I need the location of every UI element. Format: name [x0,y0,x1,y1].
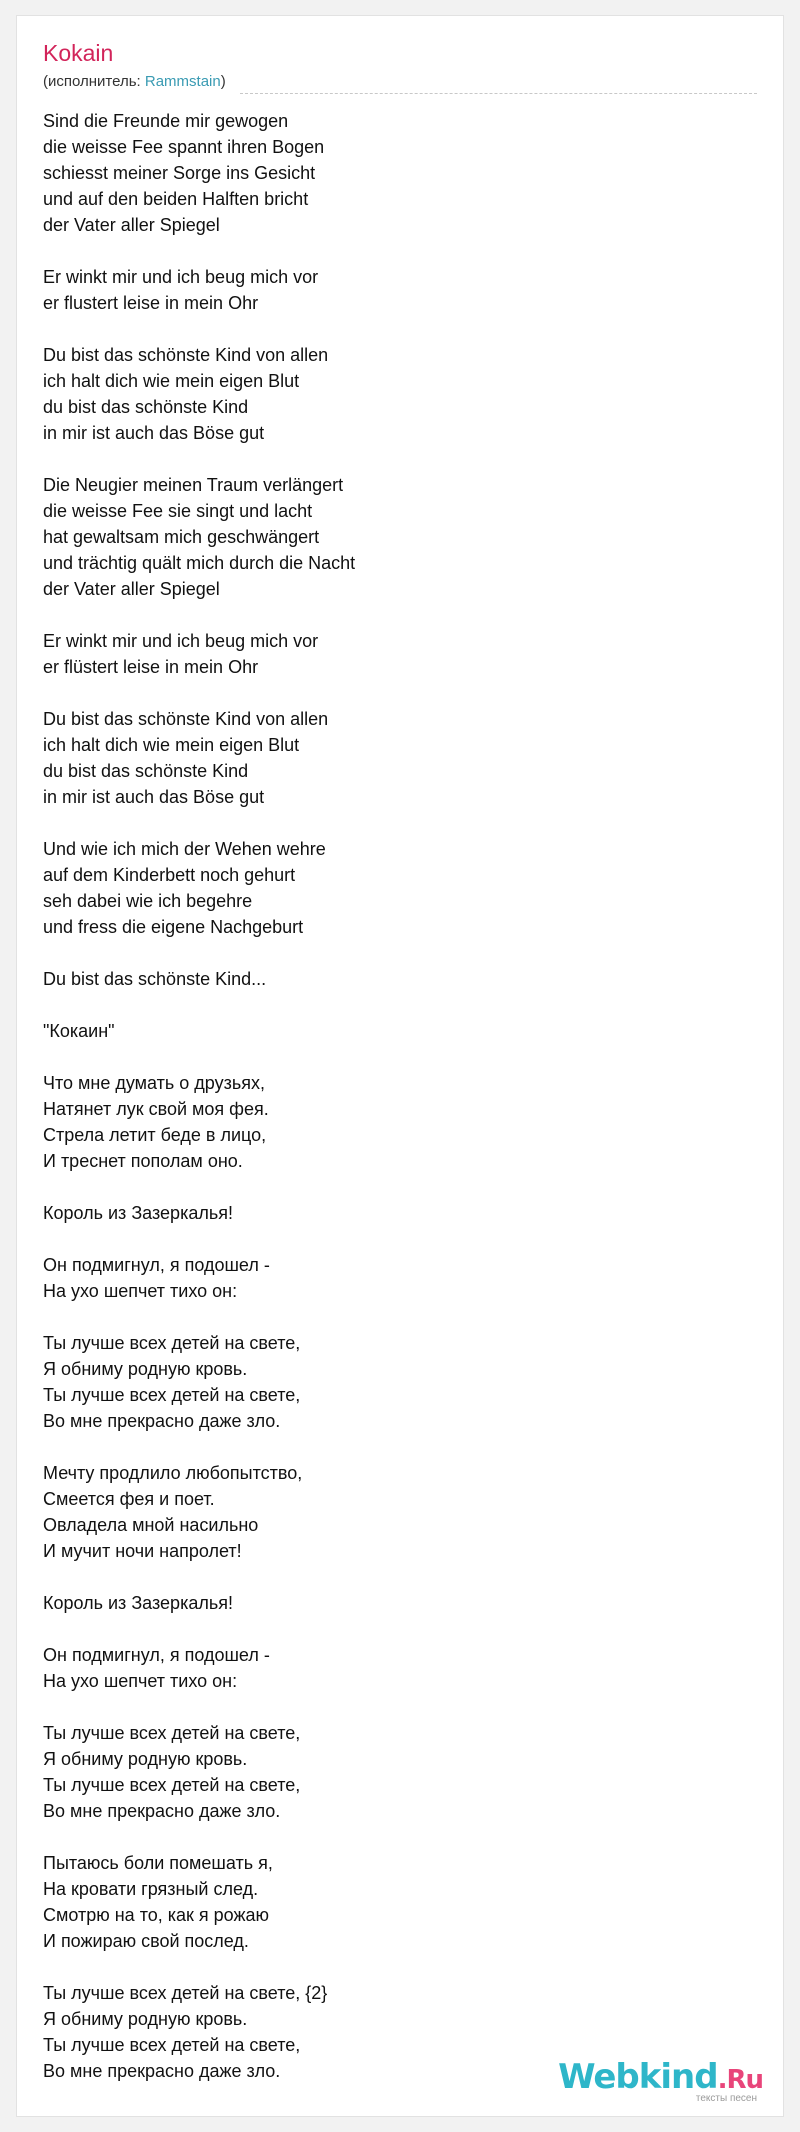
lyrics-line: Что мне думать о друзьях, [43,1073,265,1093]
song-title: Kokain [43,40,114,66]
lyrics-line: er flüstert leise in mein Ohr [43,657,259,677]
lyrics-line: И треснет пополам оно. [43,1151,243,1171]
lyrics-line: du bist das schönste Kind [43,761,249,781]
lyrics-line: Я обниму родную кровь. [43,2009,248,2029]
lyrics-line: Стрела летит беде в лицо, [43,1125,267,1145]
lyrics-line: На ухо шепчет тихо он: [43,1281,238,1301]
lyrics-line: Во мне прекрасно даже зло. [43,1411,281,1431]
lyrics-line: Я обниму родную кровь. [43,1749,248,1769]
lyrics-line: На ухо шепчет тихо он: [43,1671,238,1691]
lyrics-line: und auf den beiden Halften bricht [43,189,309,209]
lyrics-line: Смотрю на то, как я рожаю [43,1905,270,1925]
lyrics-stanza [43,472,355,602]
lyrics-line: Du bist das schönste Kind... [43,969,267,989]
lyrics-line: schiesst meiner Sorge ins Gesicht [43,163,316,183]
lyrics-line: "Кокаин" [43,1021,115,1041]
lyrics-line: in mir ist auch das Böse gut [43,787,265,807]
artist-suffix: ) [220,73,226,90]
lyrics-line: Натянет лук свой моя фея. [43,1099,269,1119]
lyrics-line: in mir ist auch das Böse gut [43,423,265,443]
lyrics-line: und fress die eigene Nachgeburt [43,917,304,937]
logo-suffix-text: .Ru [717,2065,763,2095]
lyrics-line: Во мне прекрасно даже зло. [43,1801,281,1821]
lyrics-line: Ты лучше всех детей на свете, [43,1723,301,1743]
lyrics-line: Ты лучше всех детей на свете, [43,1385,301,1405]
lyrics-line: Er winkt mir und ich beug mich vor [43,267,319,287]
lyrics-stanza [43,1252,355,1304]
lyrics-line: hat gewaltsam mich geschwängert [43,527,320,547]
lyrics-stanza [43,1200,355,1226]
lyrics-line: Пытаюсь боли помешать я, [43,1853,273,1873]
lyrics-line: der Vater aller Spiegel [43,579,220,599]
lyrics-line: На кровати грязный след. [43,1879,259,1899]
lyrics-line: Мечту продлило любопытство, [43,1463,303,1483]
lyrics-stanza [43,706,355,810]
lyrics-stanza [43,1460,355,1564]
lyrics-line: Во мне прекрасно даже зло. [43,2061,281,2081]
lyrics-line: Er winkt mir und ich beug mich vor [43,631,319,651]
lyrics-line: die weisse Fee sie singt und lacht [43,501,313,521]
artist-line [43,74,226,89]
lyrics-line: Король из Зазеркалья! [43,1593,233,1613]
lyrics-stanza [43,108,355,238]
lyrics-line: Овладела мной насильно [43,1515,259,1535]
lyrics-stanza [43,1018,355,1044]
lyrics-stanza [43,264,355,316]
lyrics-line: du bist das schönste Kind [43,397,249,417]
lyrics-stanza [43,342,355,446]
header-divider [240,93,757,94]
lyrics-stanza [43,1980,355,2084]
lyrics-line: ich halt dich wie mein eigen Blut [43,371,300,391]
lyrics-stanza [43,1070,355,1174]
lyrics-line: И пожираю свой послед. [43,1931,249,1951]
lyrics-line: und trächtig quält mich durch die Nacht [43,553,356,573]
lyrics-line: Ты лучше всех детей на свете, [43,1775,301,1795]
lyrics-stanza [43,628,355,680]
lyrics-line: Ты лучше всех детей на свете, {2} [43,1983,328,2003]
lyrics-line: Du bist das schönste Kind von allen [43,709,329,729]
lyrics-line: И мучит ночи напролет! [43,1541,242,1561]
lyrics-line: er flustert leise in mein Ohr [43,293,259,313]
lyrics-line: Он подмигнул, я подошел - [43,1645,270,1665]
artist-prefix: (исполнитель: [43,73,145,90]
lyrics-stanza [43,1590,355,1616]
logo-main-text: Webkind [558,2057,718,2097]
lyrics-card [16,15,784,2117]
lyrics-line: der Vater aller Spiegel [43,215,220,235]
lyrics-stanza [43,966,355,992]
lyrics-line: Смеется фея и поет. [43,1489,215,1509]
site-logo[interactable] [558,2057,763,2104]
lyrics-line: Я обниму родную кровь. [43,1359,248,1379]
lyrics-line: ich halt dich wie mein eigen Blut [43,735,300,755]
lyrics-stanza [43,1720,355,1824]
logo-wordmark [558,2057,763,2097]
lyrics-body [43,108,355,2110]
lyrics-line: Und wie ich mich der Wehen wehre [43,839,326,859]
logo-tagline: тексты песен [695,2093,757,2104]
lyrics-line: Ты лучше всех детей на свете, [43,1333,301,1353]
lyrics-stanza [43,1850,355,1954]
lyrics-line: Король из Зазеркалья! [43,1203,233,1223]
artist-link[interactable]: Rammstain [144,73,221,90]
lyrics-line: Ты лучше всех детей на свете, [43,2035,301,2055]
lyrics-line: Du bist das schönste Kind von allen [43,345,329,365]
lyrics-line: seh dabei wie ich begehre [43,891,253,911]
lyrics-stanza [43,836,355,940]
lyrics-stanza [43,1330,355,1434]
lyrics-line: Он подмигнул, я подошел - [43,1255,270,1275]
lyrics-stanza [43,1642,355,1694]
lyrics-line: auf dem Kinderbett noch gehurt [43,865,296,885]
lyrics-line: Sind die Freunde mir gewogen [43,111,289,131]
lyrics-line: Die Neugier meinen Traum verlängert [43,475,344,495]
lyrics-line: die weisse Fee spannt ihren Bogen [43,137,325,157]
